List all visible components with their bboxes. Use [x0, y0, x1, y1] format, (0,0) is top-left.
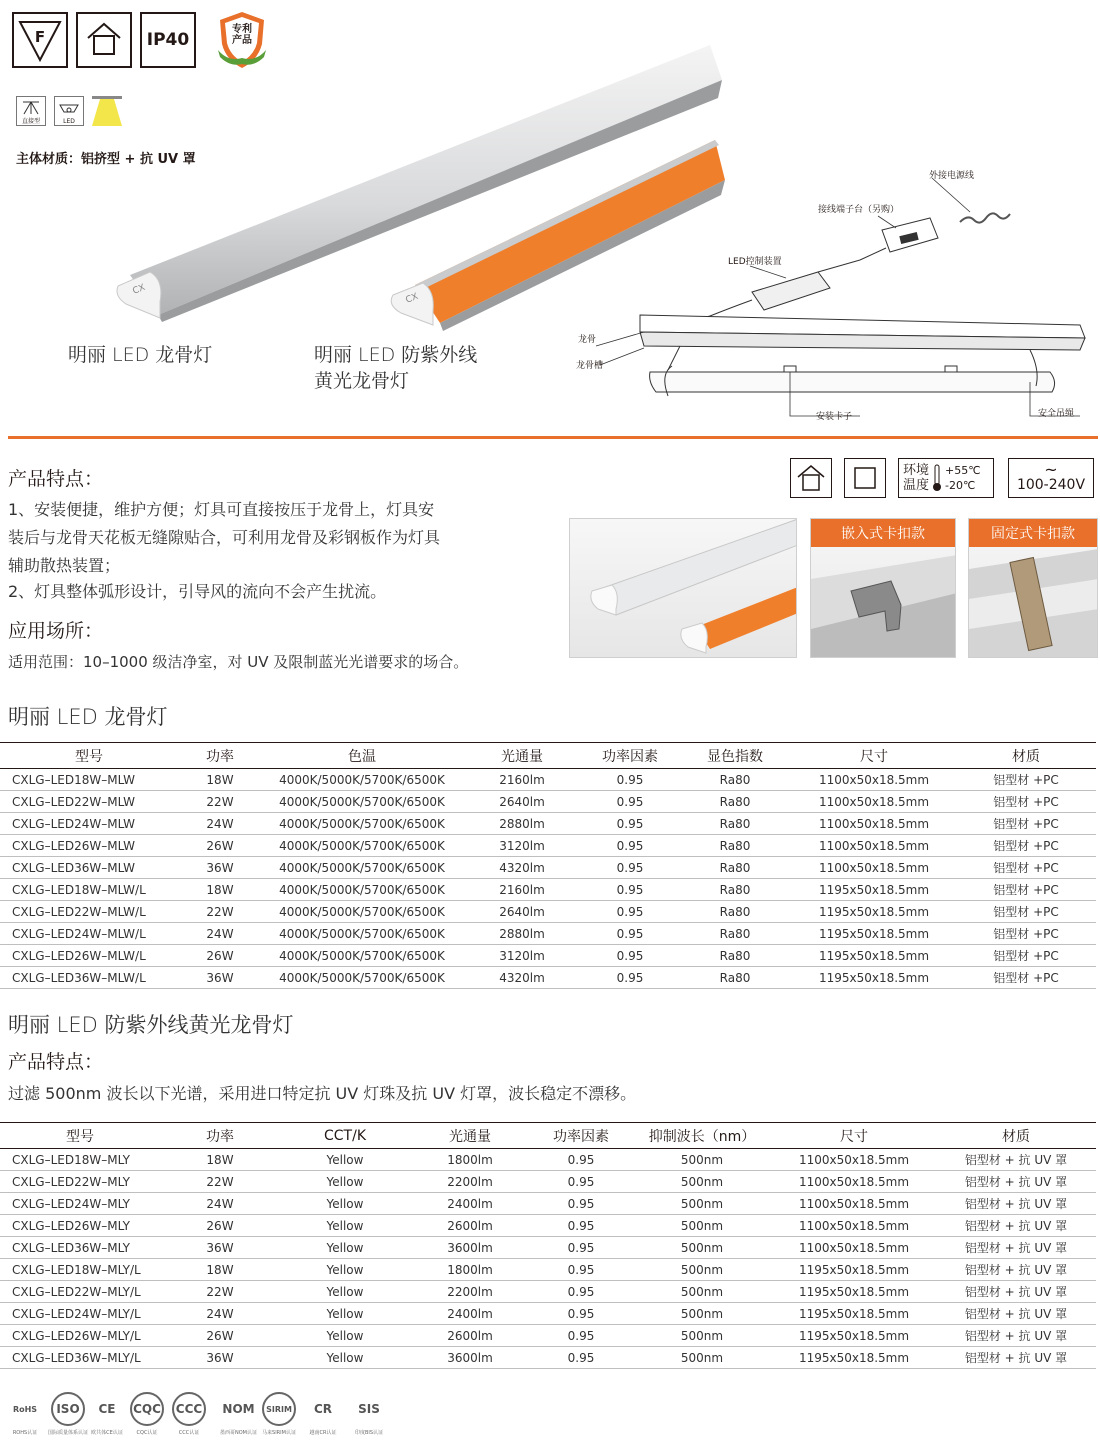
table-row [0, 967, 1096, 989]
table-cell: 铝型材 + 抗 UV 罩 [936, 1193, 1096, 1215]
svg-text:CX: CX [131, 282, 147, 297]
cert-mark: SIRIM [262, 1392, 296, 1426]
table-cell: 500nm [632, 1303, 772, 1325]
table-cell: 铝型材 +PC [956, 857, 1096, 879]
section2-features-heading: 产品特点： [8, 1051, 104, 1073]
table-cell: 0.95 [582, 813, 678, 835]
table-cell: 1195x50x18.5mm [772, 1281, 936, 1303]
table-cell: 36W [160, 1237, 280, 1259]
table-cell: 1800lm [410, 1149, 530, 1171]
table-cell: 4000K/5000K/5700K/6500K [262, 879, 462, 901]
table-cell: 500nm [632, 1171, 772, 1193]
table-cell: 18W [160, 1149, 280, 1171]
table-cell: CXLG–LED36W–MLY [0, 1237, 160, 1259]
table-cell: CXLG–LED24W–MLY [0, 1193, 160, 1215]
table-cell: 0.95 [582, 945, 678, 967]
table-cell: 500nm [632, 1281, 772, 1303]
cert-ccc [172, 1392, 206, 1436]
column-header: 功率 [160, 1123, 280, 1149]
table-cell: 铝型材 +PC [956, 813, 1096, 835]
table-cell: 2880lm [462, 813, 582, 835]
table-cell: Yellow [280, 1303, 410, 1325]
table-cell: 铝型材 +PC [956, 967, 1096, 989]
table-cell: Ra80 [678, 879, 792, 901]
cert-mark: NOM [222, 1402, 255, 1416]
installation-diagram [560, 160, 1095, 425]
column-header: 材质 [956, 743, 1096, 769]
table-cell: 1100x50x18.5mm [772, 1193, 936, 1215]
lamp2-caption-line1: 明丽 LED 防紫外线 [314, 344, 478, 366]
led-source-icon: LED [54, 96, 84, 126]
table-cell: 1100x50x18.5mm [772, 1237, 936, 1259]
table-cell: 26W [178, 945, 262, 967]
table-cell: CXLG–LED24W–MLY/L [0, 1303, 160, 1325]
table-cell: 0.95 [530, 1237, 632, 1259]
table-cell: CXLG–LED18W–MLW/L [0, 879, 178, 901]
lamp2-caption-line2: 黄光龙骨灯 [314, 370, 410, 392]
table-cell: CXLG–LED18W–MLW [0, 769, 178, 791]
table-cell: 1195x50x18.5mm [792, 945, 956, 967]
table-cell: Yellow [280, 1237, 410, 1259]
table-cell: 铝型材 + 抗 UV 罩 [936, 1171, 1096, 1193]
table-cell: 4000K/5000K/5700K/6500K [262, 791, 462, 813]
cert-nom [220, 1392, 257, 1436]
column-header: 型号 [0, 743, 178, 769]
table-cell: 1195x50x18.5mm [772, 1325, 936, 1347]
table-row [0, 1259, 1096, 1281]
table-cell: 4000K/5000K/5700K/6500K [262, 857, 462, 879]
svg-text:CX: CX [404, 291, 420, 306]
table-cell: 1100x50x18.5mm [792, 813, 956, 835]
table-cell: 3120lm [462, 835, 582, 857]
table-cell: 0.95 [582, 835, 678, 857]
lamp1-caption: 明丽 LED 龙骨灯 [68, 344, 213, 366]
section-divider [8, 436, 1098, 439]
application-text: 适用范围：10–1000 级洁净室，对 UV 及限制蓝光光谱要求的场合。 [8, 653, 469, 671]
cert-mark: SIS [358, 1402, 380, 1416]
cert-iso [48, 1392, 88, 1436]
spec-table-2 [0, 1122, 1096, 1369]
table-cell: 2160lm [462, 769, 582, 791]
table-cell: 0.95 [582, 901, 678, 923]
table-cell: Yellow [280, 1171, 410, 1193]
body-material: 主体材质：铝挤型 + 抗 UV 罩 [16, 152, 196, 167]
table-cell: 2400lm [410, 1303, 530, 1325]
column-header: 功率 [178, 743, 262, 769]
table-cell: 铝型材 +PC [956, 923, 1096, 945]
table-row [0, 857, 1096, 879]
table-cell: CXLG–LED26W–MLY [0, 1215, 160, 1237]
table-row [0, 1215, 1096, 1237]
table-cell: 2400lm [410, 1193, 530, 1215]
table-cell: 0.95 [530, 1259, 632, 1281]
table-row [0, 835, 1096, 857]
table-cell: 铝型材 + 抗 UV 罩 [936, 1325, 1096, 1347]
table-cell: Yellow [280, 1215, 410, 1237]
column-header: 抑制波长（nm） [632, 1123, 772, 1149]
cert-caption: 越南CR认证 [309, 1430, 337, 1436]
table-cell: Ra80 [678, 967, 792, 989]
table-cell: 26W [160, 1215, 280, 1237]
table-cell: 0.95 [530, 1325, 632, 1347]
temperature-range: 环境 温度 +55℃ -20℃ [898, 458, 994, 498]
section2-features-text: 过滤 500nm 波长以下光谱，采用进口特定抗 UV 灯珠及抗 UV 灯罩，波长稳定不漂移。 [8, 1084, 637, 1103]
table-cell: 1100x50x18.5mm [792, 769, 956, 791]
table-cell: 3120lm [462, 945, 582, 967]
table-cell: 18W [178, 879, 262, 901]
cert-caption: 印度BIS认证 [354, 1430, 384, 1436]
table-cell: 铝型材 +PC [956, 769, 1096, 791]
label-led-driver: LED控制装置 [728, 257, 782, 267]
thermometer-icon [931, 463, 943, 493]
indoor-icon [790, 458, 832, 498]
column-header: CCT/K [280, 1123, 410, 1149]
embedded-clip-photo [810, 518, 956, 658]
table-cell: 2200lm [410, 1281, 530, 1303]
table-cell: 1100x50x18.5mm [792, 835, 956, 857]
table-row [0, 1347, 1096, 1369]
table-cell: 22W [178, 901, 262, 923]
patent-badge-text: 专利产品 [232, 24, 252, 46]
table-cell: 铝型材 +PC [956, 835, 1096, 857]
table-cell: 0.95 [582, 791, 678, 813]
table-cell: 铝型材 + 抗 UV 罩 [936, 1215, 1096, 1237]
table-cell: CXLG–LED36W–MLW/L [0, 967, 178, 989]
table-cell: 4000K/5000K/5700K/6500K [262, 835, 462, 857]
table-cell: 22W [160, 1171, 280, 1193]
table-cell: 0.95 [530, 1215, 632, 1237]
fixed-clip-photo [968, 518, 1098, 658]
cert-mark: CQC [130, 1392, 164, 1426]
table-cell: CXLG–LED26W–MLW/L [0, 945, 178, 967]
table-cell: CXLG–LED18W–MLY/L [0, 1259, 160, 1281]
cert-mark: CR [313, 1402, 333, 1416]
cert-cr [306, 1392, 340, 1436]
table-cell: 0.95 [530, 1347, 632, 1369]
table-cell: 500nm [632, 1149, 772, 1171]
label-keel-slot: 龙骨槽 [576, 361, 604, 371]
column-header: 功率因素 [530, 1123, 632, 1149]
table-row [0, 791, 1096, 813]
cert-rohs [8, 1392, 42, 1436]
class-insulation-icon [844, 458, 886, 498]
feature-line-2: 装后与龙骨天花板无缝隙贴合，可利用龙骨及彩钢板作为灯具 [8, 528, 441, 547]
table-cell: 0.95 [530, 1281, 632, 1303]
table-cell: 2880lm [462, 923, 582, 945]
table-cell: Yellow [280, 1347, 410, 1369]
table-cell: 2640lm [462, 901, 582, 923]
table-cell: CXLG–LED22W–MLW/L [0, 901, 178, 923]
table-cell: 26W [160, 1325, 280, 1347]
table-cell: 1195x50x18.5mm [792, 967, 956, 989]
feature-line-1: 1、安装便捷，维护方便；灯具可直接按压于龙骨上，灯具安 [8, 500, 435, 519]
table-cell: 0.95 [530, 1149, 632, 1171]
table-cell: 22W [178, 791, 262, 813]
cert-mark: CCC [172, 1392, 206, 1426]
table-cell: 0.95 [530, 1193, 632, 1215]
table-cell: 500nm [632, 1347, 772, 1369]
table-cell: Yellow [280, 1259, 410, 1281]
table-cell: 36W [178, 857, 262, 879]
table-cell: 铝型材 + 抗 UV 罩 [936, 1303, 1096, 1325]
column-header: 尺寸 [792, 743, 956, 769]
table-cell: 0.95 [582, 769, 678, 791]
table-cell: 1195x50x18.5mm [792, 879, 956, 901]
table-cell: 36W [160, 1347, 280, 1369]
cert-sis [352, 1392, 386, 1436]
table-cell: CXLG–LED22W–MLY [0, 1171, 160, 1193]
table-cell: Ra80 [678, 857, 792, 879]
table-cell: 4000K/5000K/5700K/6500K [262, 769, 462, 791]
application-heading: 应用场所： [8, 620, 104, 642]
table-cell: Yellow [280, 1193, 410, 1215]
table-cell: 铝型材 + 抗 UV 罩 [936, 1281, 1096, 1303]
table-cell: CXLG–LED26W–MLY/L [0, 1325, 160, 1347]
table-cell: 0.95 [530, 1171, 632, 1193]
table-cell: 4000K/5000K/5700K/6500K [262, 945, 462, 967]
table-row [0, 813, 1096, 835]
table-cell: 铝型材 + 抗 UV 罩 [936, 1149, 1096, 1171]
table-cell: 1195x50x18.5mm [792, 923, 956, 945]
table-cell: 2640lm [462, 791, 582, 813]
table-cell: 铝型材 +PC [956, 879, 1096, 901]
table-cell: Yellow [280, 1281, 410, 1303]
table-cell: CXLG–LED36W–MLY/L [0, 1347, 160, 1369]
cert-mark: ISO [51, 1392, 85, 1426]
table-cell: 铝型材 + 抗 UV 罩 [936, 1259, 1096, 1281]
column-header: 光通量 [410, 1123, 530, 1149]
table-row [0, 1149, 1096, 1171]
lamp-pair-photo [569, 518, 797, 658]
table-row [0, 1237, 1096, 1259]
table-cell: Ra80 [678, 813, 792, 835]
table-cell: 铝型材 + 抗 UV 罩 [936, 1237, 1096, 1259]
table-row [0, 1171, 1096, 1193]
table-cell: 4320lm [462, 967, 582, 989]
table-row [0, 1325, 1096, 1347]
table-cell: 1195x50x18.5mm [772, 1347, 936, 1369]
section2-title: 明丽 LED 防紫外线黄光龙骨灯 [8, 1013, 294, 1037]
table-row [0, 923, 1096, 945]
cert-caption: 欧共体CE认证 [91, 1430, 123, 1436]
cert-caption: ROHS认证 [12, 1430, 38, 1436]
table-cell: 3600lm [410, 1237, 530, 1259]
feature-line-3: 辅助散热装置； [8, 556, 121, 575]
table-cell: 24W [178, 923, 262, 945]
cert-sirim [262, 1392, 296, 1436]
cert-caption: 墨西哥NOM认证 [220, 1430, 257, 1436]
table-cell: 4000K/5000K/5700K/6500K [262, 813, 462, 835]
table-cell: Ra80 [678, 945, 792, 967]
table-cell: Yellow [280, 1149, 410, 1171]
feature-line-4: 2、灯具整体弧形设计，引导风的流向不会产生扰流。 [8, 582, 387, 601]
table-row [0, 879, 1096, 901]
fire-rating-icon [12, 12, 68, 68]
table-row [0, 945, 1096, 967]
table-cell: 2200lm [410, 1171, 530, 1193]
cert-mark: RoHS [12, 1404, 38, 1414]
cert-mark: CE [98, 1402, 116, 1416]
voltage-range: ~ 100-240V [1008, 458, 1094, 498]
table-cell: 36W [178, 967, 262, 989]
table-cell: 3600lm [410, 1347, 530, 1369]
table-cell: 0.95 [530, 1303, 632, 1325]
table-cell: 2160lm [462, 879, 582, 901]
column-header: 型号 [0, 1123, 160, 1149]
spec-table-1 [0, 742, 1096, 989]
table-cell: 22W [160, 1281, 280, 1303]
column-header: 功率因素 [582, 743, 678, 769]
table-cell: Ra80 [678, 923, 792, 945]
table-row [0, 769, 1096, 791]
table-cell: 0.95 [582, 967, 678, 989]
table-cell: 2600lm [410, 1215, 530, 1237]
table-cell: CXLG–LED22W–MLY/L [0, 1281, 160, 1303]
label-terminal-block: 接线端子台（另购） [818, 205, 900, 215]
table-row [0, 1193, 1096, 1215]
fixed-clip-title: 固定式卡扣款 [969, 519, 1097, 547]
label-power-cable: 外接电源线 [929, 171, 975, 181]
table-cell: 4000K/5000K/5700K/6500K [262, 901, 462, 923]
table-cell: Ra80 [678, 791, 792, 813]
table-cell: 18W [178, 769, 262, 791]
direct-light-icon: 直接型 [16, 96, 46, 126]
table-cell: 1100x50x18.5mm [772, 1171, 936, 1193]
table-cell: Ra80 [678, 901, 792, 923]
table-cell: CXLG–LED36W–MLW [0, 857, 178, 879]
table-cell: 4320lm [462, 857, 582, 879]
cert-caption: 马来SIRIM认证 [262, 1430, 296, 1436]
table-row [0, 901, 1096, 923]
column-header: 材质 [936, 1123, 1096, 1149]
table-cell: 1195x50x18.5mm [772, 1259, 936, 1281]
svg-text:F: F [34, 28, 46, 46]
table-cell: Ra80 [678, 835, 792, 857]
table-cell: 500nm [632, 1325, 772, 1347]
table1-title: 明丽 LED 龙骨灯 [8, 705, 168, 729]
table-cell: 1195x50x18.5mm [792, 901, 956, 923]
label-safety-rope: 安全吊绳 [1038, 409, 1075, 419]
table-cell: 0.95 [582, 857, 678, 879]
cert-ce [90, 1392, 124, 1436]
label-keel: 龙骨 [578, 335, 597, 345]
table-cell: CXLG–LED26W–MLW [0, 835, 178, 857]
cert-caption: CQC认证 [136, 1430, 158, 1436]
table-cell: 1195x50x18.5mm [772, 1303, 936, 1325]
table-cell: 0.95 [582, 923, 678, 945]
features-heading: 产品特点： [8, 468, 104, 490]
table-cell: Ra80 [678, 769, 792, 791]
table-cell: 2600lm [410, 1325, 530, 1347]
table-cell: 1100x50x18.5mm [792, 857, 956, 879]
column-header: 尺寸 [772, 1123, 936, 1149]
column-header: 光通量 [462, 743, 582, 769]
ip-rating-icon: IP40 [140, 12, 196, 68]
table-cell: Yellow [280, 1325, 410, 1347]
table-row [0, 1303, 1096, 1325]
table-cell: CXLG–LED22W–MLW [0, 791, 178, 813]
table-cell: 24W [160, 1193, 280, 1215]
table-row [0, 1281, 1096, 1303]
table-cell: CXLG–LED24W–MLW [0, 813, 178, 835]
table-cell: 铝型材 +PC [956, 791, 1096, 813]
table-cell: 500nm [632, 1193, 772, 1215]
cert-caption: 国际质量体系认证 [48, 1430, 89, 1436]
table-cell: 24W [178, 813, 262, 835]
table-cell: 1100x50x18.5mm [792, 791, 956, 813]
label-mount-clip: 安装卡子 [816, 412, 853, 422]
table-cell: 26W [178, 835, 262, 857]
table-cell: 4000K/5000K/5700K/6500K [262, 967, 462, 989]
table-cell: 1100x50x18.5mm [772, 1149, 936, 1171]
column-header: 色温 [262, 743, 462, 769]
table-cell: 18W [160, 1259, 280, 1281]
table-cell: 4000K/5000K/5700K/6500K [262, 923, 462, 945]
table-cell: 0.95 [582, 879, 678, 901]
table-cell: CXLG–LED18W–MLY [0, 1149, 160, 1171]
column-header: 显色指数 [678, 743, 792, 769]
table-cell: 1100x50x18.5mm [772, 1215, 936, 1237]
table-cell: 500nm [632, 1237, 772, 1259]
table-cell: 24W [160, 1303, 280, 1325]
cert-caption: CCC认证 [178, 1430, 200, 1436]
table-cell: 500nm [632, 1215, 772, 1237]
table-cell: CXLG–LED24W–MLW/L [0, 923, 178, 945]
table-cell: 500nm [632, 1259, 772, 1281]
cert-cqc [130, 1392, 164, 1436]
embedded-clip-title: 嵌入式卡扣款 [811, 519, 955, 547]
table-cell: 铝型材 +PC [956, 901, 1096, 923]
table-cell: 铝型材 + 抗 UV 罩 [936, 1347, 1096, 1369]
table-cell: 1800lm [410, 1259, 530, 1281]
table-cell: 铝型材 +PC [956, 945, 1096, 967]
